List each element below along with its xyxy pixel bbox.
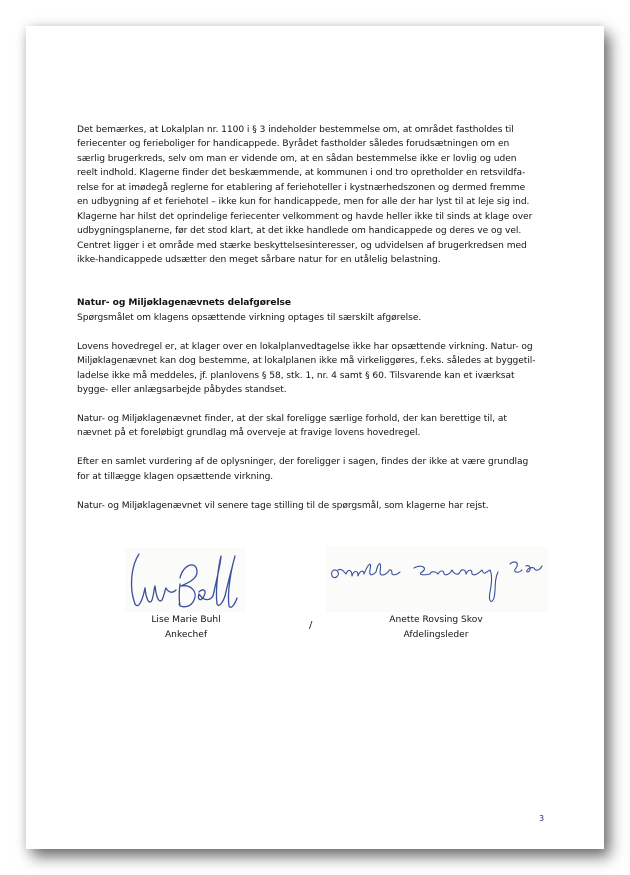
page-number: 3 [539, 814, 545, 823]
signatory-title: Afdelingsleder [403, 629, 469, 640]
text-line: Miljøklagenævnet kan dog bestemme, at lokalplanen ikke må virkeliggøres, f.eks. således at byggetil- [77, 356, 536, 367]
text-line: reelt indhold. Klagerne finder det beskæmmende, at kommunen i ond tro opretholder en retsvildfa- [77, 168, 526, 179]
section-heading: Natur- og Miljøklagenævnets delafgørelse [77, 298, 292, 309]
spacer [77, 325, 547, 339]
text-line: bygge- eller anlægsarbejde påbydes standset. [77, 385, 287, 396]
signature-image-lise-marie-buhl [125, 548, 246, 612]
text-line: relse for at imødegå reglerne for etablering af feriehoteller i kystnærhedszonen og dermed fremme [77, 182, 526, 193]
signatory-title: Ankechef [164, 629, 208, 640]
paragraph [77, 499, 547, 513]
text-line: Efter en samlet vurdering af de oplysninger, der foreligger i sagen, findes der ikke at være grundlag [77, 457, 529, 468]
paragraph [77, 340, 547, 398]
spacer [77, 398, 547, 412]
paragraph [77, 311, 547, 325]
signature-image-anette-rovsing-skov [326, 546, 548, 612]
signatory-anette-rovsing-skov [351, 613, 521, 642]
text-line: Centret ligger i et område med stærke beskyttelsesinteresser, og udvidelsen af brugerkredsen med [77, 240, 527, 251]
text-line: Det bemærkes, at Lokalplan nr. 1100 i § 3 indeholder bestemmelse om, at området fastholdes til [77, 125, 514, 135]
handwritten-signature-icon [326, 546, 548, 612]
spacer [77, 484, 547, 498]
text-line: nævnet på et foreløbigt grundlag må overveje at fravige lovens hovedregel. [77, 428, 421, 439]
signatory-name: Lise Marie Buhl [151, 615, 221, 625]
text-line: udbygningsplanerne, før det stod klart, at det ikke handlede om handicappede og deres ve og vel. [77, 226, 522, 237]
text-line: ladelse ikke må meddeles, jf. planlovens § 58, stk. 1, nr. 4 samt § 60. Tilsvarende kan et iværksat [77, 370, 515, 381]
handwritten-signature-icon [125, 548, 246, 612]
text-line: Klagerne har hilst det oprindelige feriecenter velkomment og havde heller ikke til sinds at klage over [77, 211, 533, 222]
spacer [77, 441, 547, 455]
text-line: for at tillægge klagen opsættende virkning. [77, 471, 274, 482]
text-line: feriecenter og ferieboliger for handicappede. Byrådet fastholder således forudsætningen om en [77, 139, 510, 150]
text-line: Natur- og Miljøklagenævnet vil senere tage stilling til de spørgsmål, som klagerne har rejst. [77, 500, 489, 511]
text-line: Natur- og Miljøklagenævnet finder, at der skal foreligge særlige forhold, der kan berettige til, at [77, 414, 507, 425]
text-line: Spørgsmålet om klagens opsættende virkning optages til særskilt afgørelse. [77, 312, 422, 323]
text-line: en udbygning af et feriehotel – ikke kun for handicappede, men for alle der har lyst til at leje sig ind. [77, 197, 530, 208]
text-line: Lovens hovedregel er, at klager over en lokalplanvedtagelse ikke har opsættende virkning. Natur- og [77, 341, 533, 352]
document-body [77, 123, 547, 513]
signatory-name: Anette Rovsing Skov [389, 615, 483, 625]
text-line: særlig brugerkreds, selv om man er vidende om, at en sådan bestemmelse ikke er lovlig og uden [77, 153, 517, 164]
paragraph [77, 412, 547, 441]
signatory-lise-marie-buhl [106, 613, 266, 642]
signature-separator: / [309, 620, 313, 631]
document-page [26, 26, 604, 849]
spacer [77, 268, 547, 297]
text-line: ikke-handicappede udsætter den meget sårbare natur for en utålelig belastning. [77, 255, 441, 266]
paragraph [77, 455, 547, 484]
paragraph-intro [77, 123, 547, 268]
